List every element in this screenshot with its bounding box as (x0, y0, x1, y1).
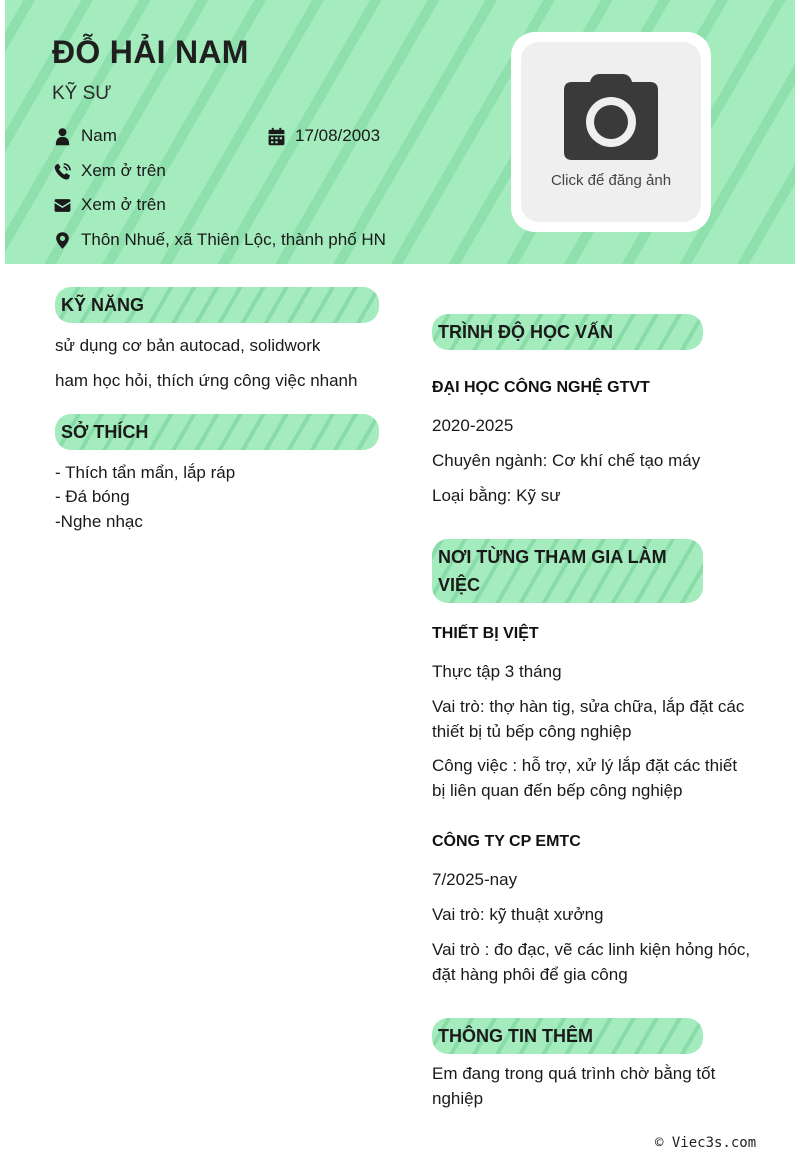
hobbies-heading: SỞ THÍCH (55, 414, 379, 450)
skills-heading: KỸ NĂNG (55, 287, 379, 323)
company-name: THIẾT BỊ VIỆT (432, 625, 539, 642)
address-row (52, 230, 386, 250)
experience-heading: NƠI TỪNG THAM GIA LÀM VIỆC (432, 539, 703, 603)
education-degree: Loại bằng: Kỹ sư (432, 486, 561, 505)
calendar-icon (266, 126, 286, 146)
envelope-icon (52, 195, 72, 215)
job-detail: Vai trò : đo đạc, vẽ các linh kiện hỏng hóc, đặt hàng phôi để gia công (432, 940, 751, 984)
skill-item: ham học hỏi, thích ứng công việc nhanh (55, 371, 358, 390)
camera-icon (556, 68, 666, 168)
email-row (52, 195, 166, 215)
candidate-name: ĐỖ HẢI NAM (52, 34, 249, 70)
footer-credit: © Viec3s.com (655, 1135, 757, 1151)
job-period: Thực tập 3 tháng (432, 662, 562, 681)
hobby-item: -Nghe nhạc (55, 512, 143, 531)
job-period: 7/2025-nay (432, 870, 518, 889)
address-value: Thôn Nhuế, xã Thiên Lộc, thành phố HN (81, 230, 386, 249)
phone-value: Xem ở trên (81, 161, 166, 180)
person-icon (52, 126, 72, 146)
birthdate-row (266, 126, 380, 146)
education-period: 2020-2025 (432, 416, 514, 435)
school-name: ĐẠI HỌC CÔNG NGHỆ GTVT (432, 379, 650, 396)
cv-header (5, 0, 795, 264)
education-heading: TRÌNH ĐỘ HỌC VẤN (432, 314, 703, 350)
phone-icon (52, 161, 72, 181)
photo-upload[interactable] (511, 32, 711, 232)
photo-placeholder[interactable] (521, 42, 701, 222)
education-major: Chuyên ngành: Cơ khí chế tạo máy (432, 451, 701, 470)
extra-info-heading: THÔNG TIN THÊM (432, 1018, 703, 1054)
hobby-item: - Đá bóng (55, 487, 130, 506)
birthdate-value: 17/08/2003 (295, 126, 381, 145)
gender-row (52, 126, 117, 146)
email-value: Xem ở trên (81, 195, 166, 214)
photo-caption: Click để đăng ảnh (550, 171, 672, 189)
phone-row (52, 161, 166, 181)
job-detail: Vai trò: kỹ thuật xưởng (432, 905, 604, 924)
job-title: KỸ SƯ (52, 83, 112, 104)
job-detail: Vai trò: thợ hàn tig, sửa chữa, lắp đặt các thiết bị tủ bếp công nghiệp (432, 697, 745, 741)
hobby-item: - Thích tẩn mẩn, lắp ráp (55, 463, 236, 482)
skill-item: sử dụng cơ bản autocad, solidwork (55, 336, 321, 355)
location-pin-icon (52, 230, 72, 250)
gender-value: Nam (81, 126, 117, 145)
extra-info-text: Em đang trong quá trình chờ bằng tốt nghiệp (432, 1064, 716, 1108)
company-name: CÔNG TY CP EMTC (432, 833, 581, 850)
job-detail: Công việc : hỗ trợ, xử lý lắp đặt các thiết bị liên quan đến bếp công nghiệp (432, 756, 738, 800)
